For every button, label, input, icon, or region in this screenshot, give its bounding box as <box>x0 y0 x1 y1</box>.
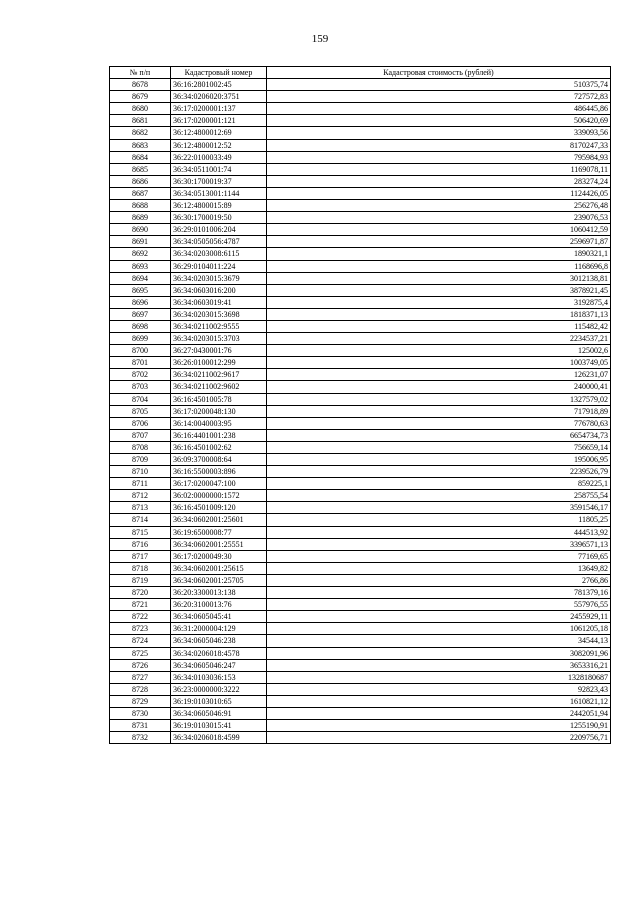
cadastral-number-cell: 36:34:0206018:4578 <box>171 647 267 659</box>
cadastral-value-cell: 1818371,13 <box>267 308 611 320</box>
table-row <box>110 623 611 635</box>
table-row <box>110 562 611 574</box>
cadastral-number-cell: 36:20:3300013:138 <box>171 587 267 599</box>
table-row <box>110 333 611 345</box>
table-row <box>110 695 611 707</box>
row-number-cell: 8698 <box>110 320 171 332</box>
cadastral-number-cell: 36:17:0200001:137 <box>171 103 267 115</box>
cadastral-value-cell: 8170247,33 <box>267 139 611 151</box>
row-number-cell: 8706 <box>110 417 171 429</box>
row-number-cell: 8724 <box>110 635 171 647</box>
row-number-cell: 8709 <box>110 454 171 466</box>
table-row <box>110 405 611 417</box>
row-number-cell: 8685 <box>110 163 171 175</box>
table-row <box>110 151 611 163</box>
table-row <box>110 611 611 623</box>
cadastral-value-cell: 1255190,91 <box>267 720 611 732</box>
cadastral-number-cell: 36:34:0103036:153 <box>171 671 267 683</box>
row-number-cell: 8694 <box>110 272 171 284</box>
cadastral-number-cell: 36:34:0605046:238 <box>171 635 267 647</box>
cadastral-number-cell: 36:16:4501002:62 <box>171 441 267 453</box>
table-row <box>110 550 611 562</box>
row-number-cell: 8678 <box>110 79 171 91</box>
cadastral-number-cell: 36:17:0200048:130 <box>171 405 267 417</box>
row-number-cell: 8720 <box>110 587 171 599</box>
table-row <box>110 248 611 260</box>
table-row <box>110 514 611 526</box>
row-number-cell: 8690 <box>110 224 171 236</box>
cadastral-value-cell: 781379,16 <box>267 587 611 599</box>
cadastral-number-cell: 36:34:0602001:25551 <box>171 538 267 550</box>
row-number-cell: 8712 <box>110 490 171 502</box>
table-body <box>110 79 611 744</box>
row-number-cell: 8695 <box>110 284 171 296</box>
cadastral-number-cell: 36:34:0203015:3703 <box>171 333 267 345</box>
table-row <box>110 103 611 115</box>
cadastral-number-cell: 36:22:0100033:49 <box>171 151 267 163</box>
table-row <box>110 393 611 405</box>
cadastral-value-cell: 776780,63 <box>267 417 611 429</box>
cadastral-number-cell: 36:34:0203008:6115 <box>171 248 267 260</box>
row-number-cell: 8713 <box>110 502 171 514</box>
cadastral-value-cell: 3192875,4 <box>267 296 611 308</box>
row-number-cell: 8700 <box>110 345 171 357</box>
cadastral-value-cell: 1169078,11 <box>267 163 611 175</box>
row-number-cell: 8717 <box>110 550 171 562</box>
table-row <box>110 502 611 514</box>
table-row <box>110 200 611 212</box>
cadastral-number-cell: 36:09:3700008:64 <box>171 454 267 466</box>
cadastral-number-cell: 36:34:0602001:25601 <box>171 514 267 526</box>
row-number-cell: 8726 <box>110 659 171 671</box>
row-number-cell: 8721 <box>110 599 171 611</box>
cadastral-number-cell: 36:02:0000000:1572 <box>171 490 267 502</box>
row-number-cell: 8728 <box>110 683 171 695</box>
cadastral-number-cell: 36:34:0603016:200 <box>171 284 267 296</box>
cadastral-number-cell: 36:29:0101006:204 <box>171 224 267 236</box>
cadastral-value-cell: 1890321,1 <box>267 248 611 260</box>
cadastral-value-cell: 1610821,12 <box>267 695 611 707</box>
row-number-cell: 8689 <box>110 212 171 224</box>
cadastral-number-cell: 36:34:0603019:41 <box>171 296 267 308</box>
header-cadastral-value: Кадастровая стоимость (рублей) <box>267 67 611 79</box>
table-row <box>110 429 611 441</box>
cadastral-value-cell: 3396571,13 <box>267 538 611 550</box>
cadastral-number-cell: 36:34:0211002:9602 <box>171 381 267 393</box>
cadastral-value-cell: 486445,86 <box>267 103 611 115</box>
cadastral-number-cell: 36:34:0511001:74 <box>171 163 267 175</box>
cadastral-value-cell: 444513,92 <box>267 526 611 538</box>
row-number-cell: 8688 <box>110 200 171 212</box>
table-row <box>110 454 611 466</box>
cadastral-number-cell: 36:34:0211002:9555 <box>171 320 267 332</box>
cadastral-number-cell: 36:34:0602001:25705 <box>171 574 267 586</box>
table-row <box>110 236 611 248</box>
cadastral-number-cell: 36:29:0104011:224 <box>171 260 267 272</box>
cadastral-value-cell: 1003749,05 <box>267 357 611 369</box>
cadastral-value-cell: 1328180687 <box>267 671 611 683</box>
cadastral-value-cell: 2442051,94 <box>267 707 611 719</box>
cadastral-value-cell: 34544,13 <box>267 635 611 647</box>
cadastral-number-cell: 36:34:0605045:41 <box>171 611 267 623</box>
table-row <box>110 526 611 538</box>
cadastral-number-cell: 36:34:0602001:25615 <box>171 562 267 574</box>
cadastral-number-cell: 36:17:0200049:30 <box>171 550 267 562</box>
table-row <box>110 296 611 308</box>
cadastral-value-cell: 240000,41 <box>267 381 611 393</box>
cadastral-number-cell: 36:34:0206020:3751 <box>171 91 267 103</box>
table-row <box>110 683 611 695</box>
cadastral-number-cell: 36:19:0103015:41 <box>171 720 267 732</box>
row-number-cell: 8699 <box>110 333 171 345</box>
cadastral-number-cell: 36:34:0211002:9617 <box>171 369 267 381</box>
table-row <box>110 441 611 453</box>
cadastral-value-cell: 3082091,96 <box>267 647 611 659</box>
cadastral-value-cell: 3653316,21 <box>267 659 611 671</box>
row-number-cell: 8731 <box>110 720 171 732</box>
row-number-cell: 8682 <box>110 127 171 139</box>
table-row <box>110 320 611 332</box>
cadastral-number-cell: 36:16:4401001:238 <box>171 429 267 441</box>
table-header <box>110 67 611 79</box>
cadastral-number-cell: 36:26:0100012:299 <box>171 357 267 369</box>
table-row <box>110 369 611 381</box>
cadastral-number-cell: 36:23:0000000:3222 <box>171 683 267 695</box>
row-number-cell: 8732 <box>110 732 171 744</box>
table-row <box>110 260 611 272</box>
cadastral-number-cell: 36:31:2000004:129 <box>171 623 267 635</box>
cadastral-value-cell: 256276,48 <box>267 200 611 212</box>
cadastral-number-cell: 36:20:3100013:76 <box>171 599 267 611</box>
cadastral-value-cell: 92823,43 <box>267 683 611 695</box>
row-number-cell: 8710 <box>110 466 171 478</box>
table-row <box>110 79 611 91</box>
row-number-cell: 8704 <box>110 393 171 405</box>
row-number-cell: 8703 <box>110 381 171 393</box>
table-row <box>110 345 611 357</box>
cadastral-value-table <box>109 66 611 744</box>
row-number-cell: 8692 <box>110 248 171 260</box>
cadastral-number-cell: 36:30:1700019:37 <box>171 175 267 187</box>
cadastral-number-cell: 36:16:4501005:78 <box>171 393 267 405</box>
row-number-cell: 8719 <box>110 574 171 586</box>
row-number-cell: 8730 <box>110 707 171 719</box>
cadastral-value-cell: 126231,07 <box>267 369 611 381</box>
table-row <box>110 381 611 393</box>
row-number-cell: 8691 <box>110 236 171 248</box>
cadastral-value-cell: 727572,83 <box>267 91 611 103</box>
cadastral-value-cell: 3878921,45 <box>267 284 611 296</box>
table-row <box>110 478 611 490</box>
cadastral-number-cell: 36:16:2801002:45 <box>171 79 267 91</box>
row-number-cell: 8693 <box>110 260 171 272</box>
cadastral-value-cell: 11805,25 <box>267 514 611 526</box>
cadastral-value-cell: 6654734,73 <box>267 429 611 441</box>
cadastral-value-cell: 1060412,59 <box>267 224 611 236</box>
row-number-cell: 8723 <box>110 623 171 635</box>
cadastral-value-cell: 1061205,18 <box>267 623 611 635</box>
row-number-cell: 8686 <box>110 175 171 187</box>
cadastral-value-cell: 506420,69 <box>267 115 611 127</box>
table-row <box>110 212 611 224</box>
cadastral-value-cell: 756659,14 <box>267 441 611 453</box>
table-row <box>110 417 611 429</box>
row-number-cell: 8702 <box>110 369 171 381</box>
cadastral-number-cell: 36:16:4501009:120 <box>171 502 267 514</box>
table-row <box>110 357 611 369</box>
table-row <box>110 599 611 611</box>
table-row <box>110 635 611 647</box>
cadastral-value-cell: 13649,82 <box>267 562 611 574</box>
cadastral-number-cell: 36:34:0203015:3698 <box>171 308 267 320</box>
row-number-cell: 8701 <box>110 357 171 369</box>
cadastral-value-cell: 77169,65 <box>267 550 611 562</box>
cadastral-number-cell: 36:17:0200001:121 <box>171 115 267 127</box>
table-row <box>110 490 611 502</box>
cadastral-number-cell: 36:19:0103010:65 <box>171 695 267 707</box>
header-cadastral-number: Кадастровый номер <box>171 67 267 79</box>
cadastral-value-cell: 339093,56 <box>267 127 611 139</box>
row-number-cell: 8727 <box>110 671 171 683</box>
table-row <box>110 707 611 719</box>
table-row <box>110 284 611 296</box>
table-row <box>110 272 611 284</box>
row-number-cell: 8711 <box>110 478 171 490</box>
cadastral-value-cell: 557976,55 <box>267 599 611 611</box>
table-row <box>110 574 611 586</box>
row-number-cell: 8716 <box>110 538 171 550</box>
row-number-cell: 8722 <box>110 611 171 623</box>
table-row <box>110 466 611 478</box>
table-row <box>110 732 611 744</box>
table-row <box>110 671 611 683</box>
cadastral-value-cell: 1124426,05 <box>267 187 611 199</box>
row-number-cell: 8715 <box>110 526 171 538</box>
row-number-cell: 8697 <box>110 308 171 320</box>
cadastral-value-cell: 717918,89 <box>267 405 611 417</box>
cadastral-value-cell: 1327579,02 <box>267 393 611 405</box>
table-row <box>110 538 611 550</box>
row-number-cell: 8687 <box>110 187 171 199</box>
row-number-cell: 8708 <box>110 441 171 453</box>
table-row <box>110 224 611 236</box>
row-number-cell: 8729 <box>110 695 171 707</box>
table-row <box>110 139 611 151</box>
cadastral-number-cell: 36:12:4800015:89 <box>171 200 267 212</box>
cadastral-number-cell: 36:30:1700019:50 <box>171 212 267 224</box>
row-number-cell: 8718 <box>110 562 171 574</box>
cadastral-number-cell: 36:27:0430001:76 <box>171 345 267 357</box>
table-row <box>110 187 611 199</box>
row-number-cell: 8725 <box>110 647 171 659</box>
row-number-cell: 8684 <box>110 151 171 163</box>
row-number-cell: 8681 <box>110 115 171 127</box>
cadastral-value-cell: 2596971,87 <box>267 236 611 248</box>
table-row <box>110 308 611 320</box>
cadastral-value-cell: 859225,1 <box>267 478 611 490</box>
cadastral-number-cell: 36:12:4800012:52 <box>171 139 267 151</box>
cadastral-value-cell: 795984,93 <box>267 151 611 163</box>
cadastral-value-cell: 239076,53 <box>267 212 611 224</box>
row-number-cell: 8714 <box>110 514 171 526</box>
cadastral-number-cell: 36:19:6500008:77 <box>171 526 267 538</box>
cadastral-number-cell: 36:34:0605046:247 <box>171 659 267 671</box>
cadastral-value-cell: 3012138,81 <box>267 272 611 284</box>
table-row <box>110 659 611 671</box>
row-number-cell: 8680 <box>110 103 171 115</box>
table-row <box>110 91 611 103</box>
cadastral-value-cell: 2234537,21 <box>267 333 611 345</box>
header-row <box>110 67 611 79</box>
cadastral-number-cell: 36:12:4800012:69 <box>171 127 267 139</box>
header-row-number: № п/п <box>110 67 171 79</box>
cadastral-number-cell: 36:17:0200047:100 <box>171 478 267 490</box>
row-number-cell: 8705 <box>110 405 171 417</box>
row-number-cell: 8707 <box>110 429 171 441</box>
cadastral-number-cell: 36:34:0605046:91 <box>171 707 267 719</box>
cadastral-number-cell: 36:16:5500003:896 <box>171 466 267 478</box>
table-row <box>110 647 611 659</box>
cadastral-value-cell: 2766,86 <box>267 574 611 586</box>
cadastral-value-cell: 1168696,8 <box>267 260 611 272</box>
cadastral-number-cell: 36:34:0206018:4599 <box>171 732 267 744</box>
cadastral-number-cell: 36:34:0203015:3679 <box>171 272 267 284</box>
cadastral-value-cell: 115482,42 <box>267 320 611 332</box>
cadastral-value-cell: 195006,95 <box>267 454 611 466</box>
cadastral-value-cell: 2455929,11 <box>267 611 611 623</box>
row-number-cell: 8696 <box>110 296 171 308</box>
cadastral-value-cell: 258755,54 <box>267 490 611 502</box>
table-row <box>110 720 611 732</box>
cadastral-number-cell: 36:34:0513001:1144 <box>171 187 267 199</box>
cadastral-value-cell: 2209756,71 <box>267 732 611 744</box>
cadastral-value-cell: 125002,6 <box>267 345 611 357</box>
cadastral-number-cell: 36:34:0505056:4787 <box>171 236 267 248</box>
row-number-cell: 8683 <box>110 139 171 151</box>
row-number-cell: 8679 <box>110 91 171 103</box>
cadastral-value-cell: 283274,24 <box>267 175 611 187</box>
table-row <box>110 163 611 175</box>
table-row <box>110 587 611 599</box>
cadastral-value-cell: 2239526,79 <box>267 466 611 478</box>
table-row <box>110 115 611 127</box>
cadastral-value-cell: 3591546,17 <box>267 502 611 514</box>
cadastral-value-cell: 510375,74 <box>267 79 611 91</box>
page-number: 159 <box>311 33 329 45</box>
cadastral-number-cell: 36:14:0040003:95 <box>171 417 267 429</box>
table-row <box>110 127 611 139</box>
table-row <box>110 175 611 187</box>
